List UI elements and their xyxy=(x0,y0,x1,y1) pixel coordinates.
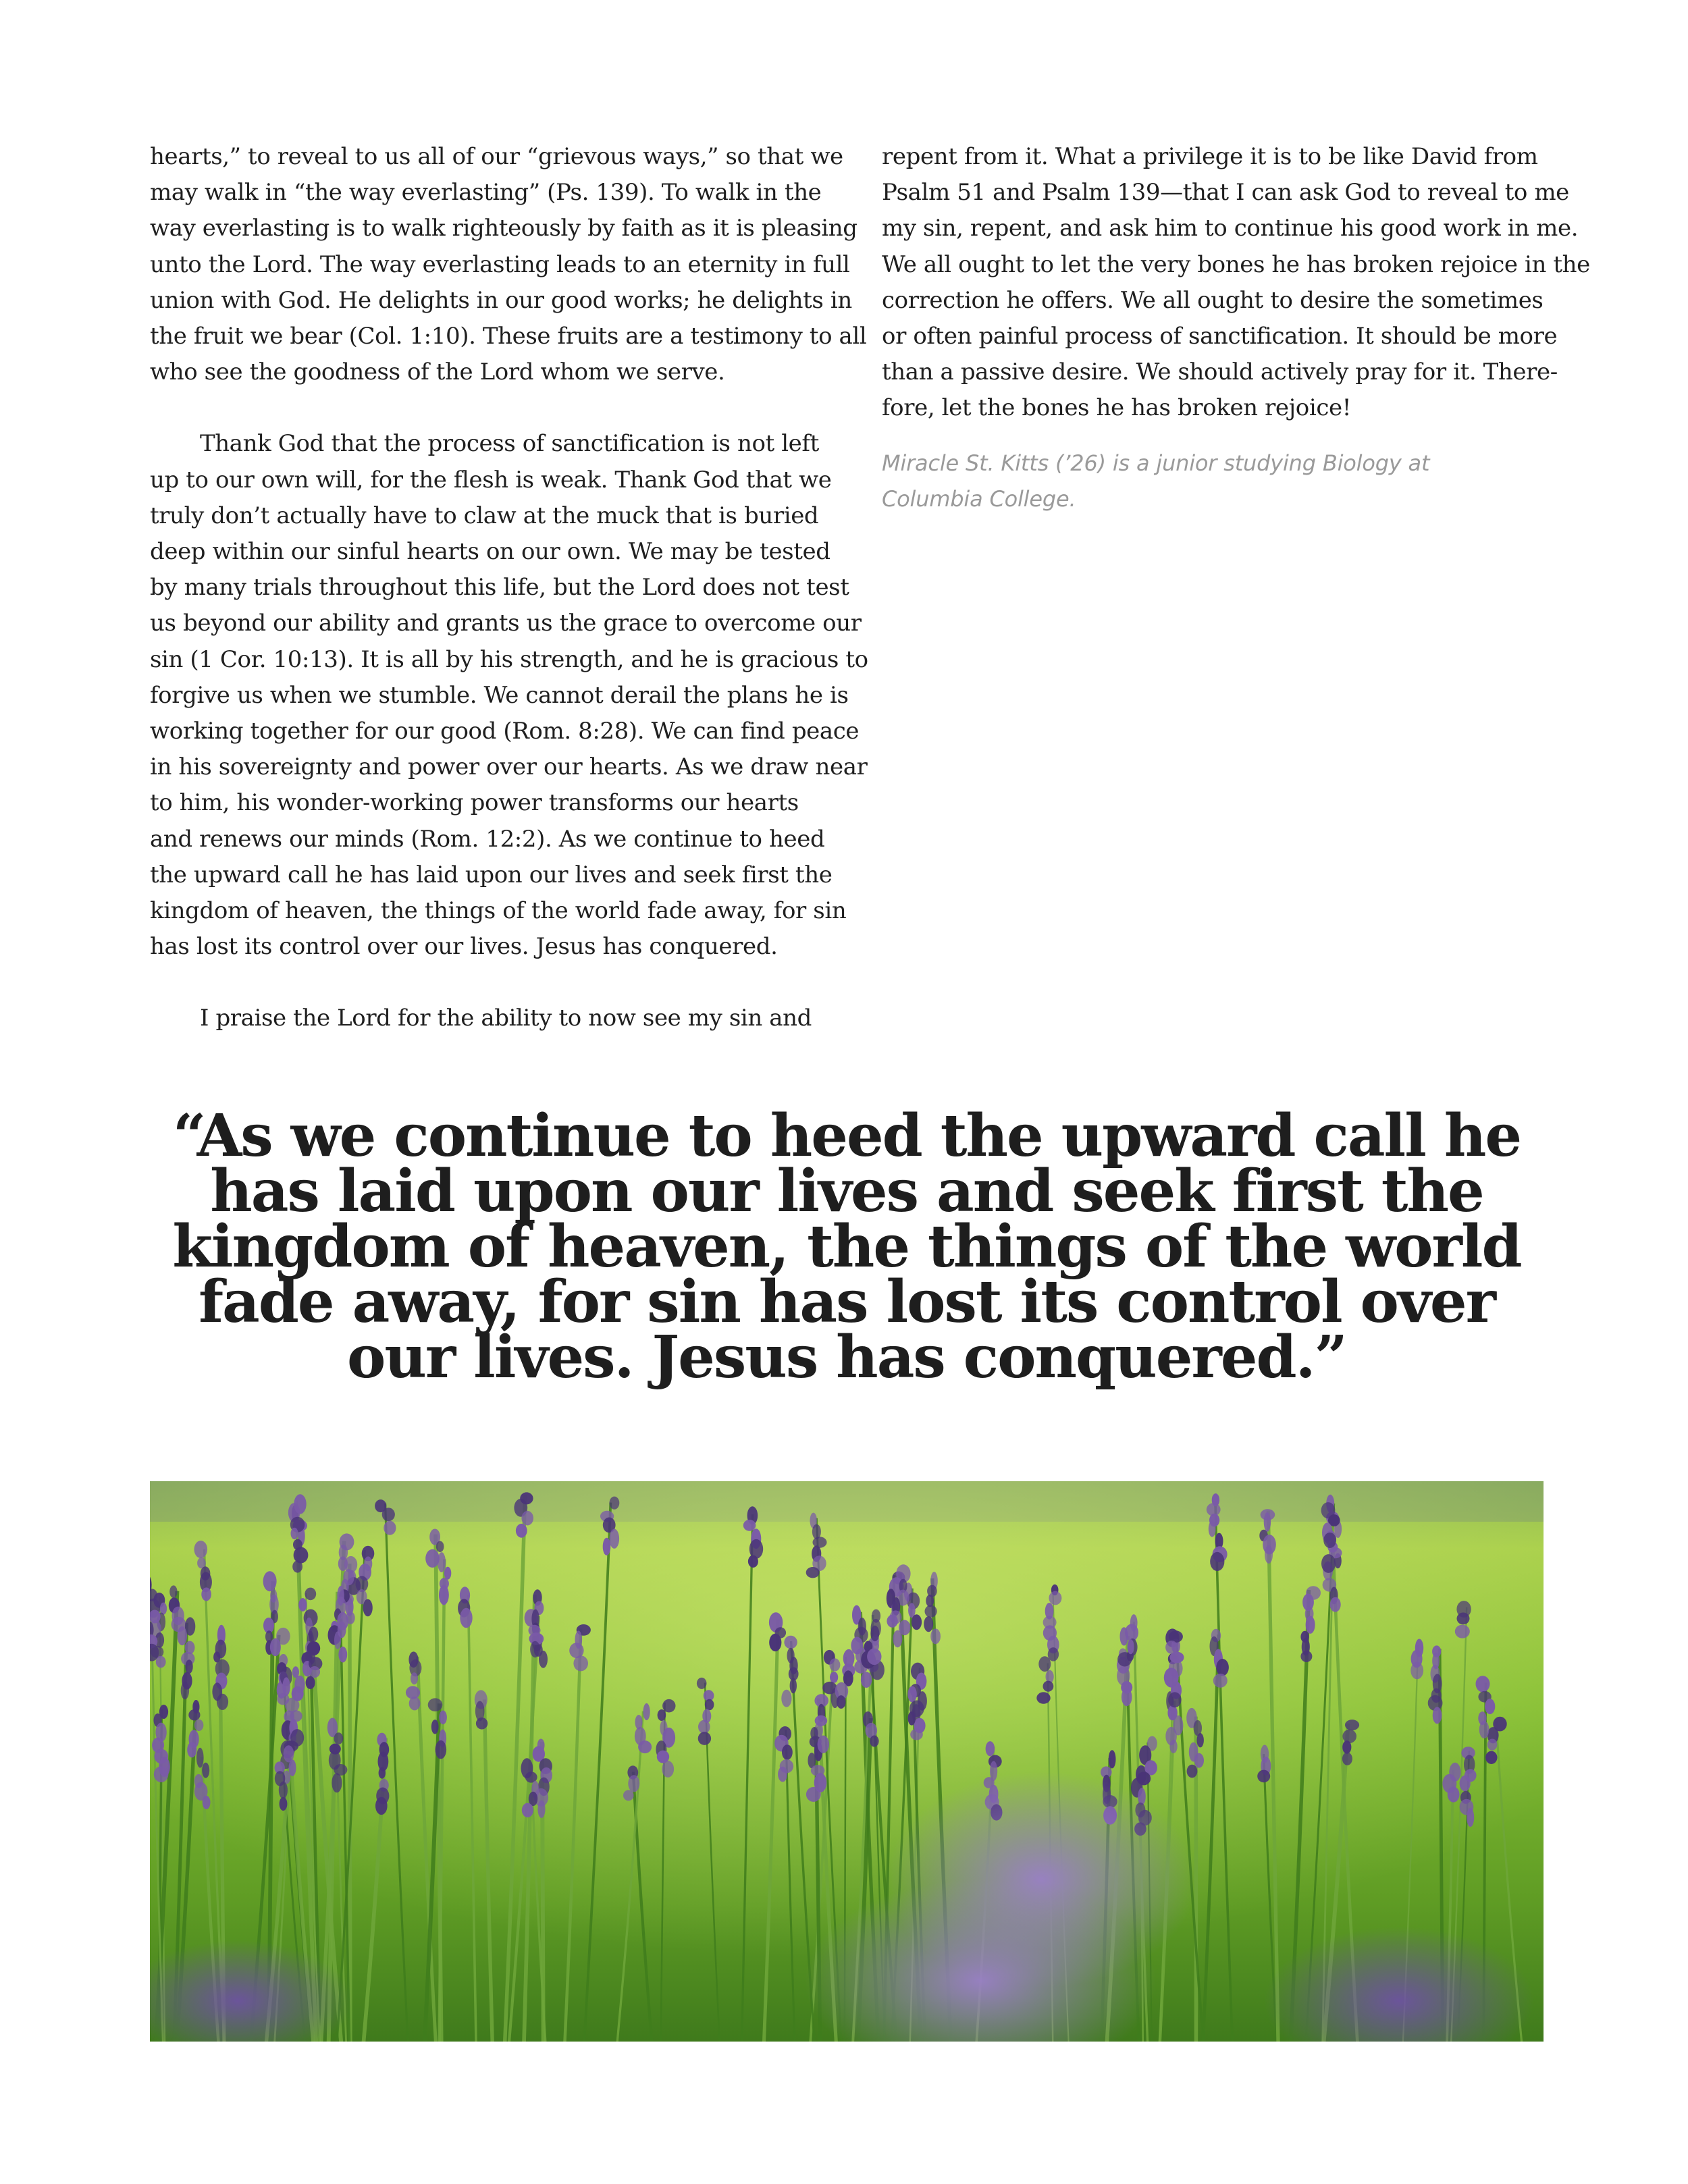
text-line: or often painful process of sanctification. It should be more xyxy=(882,323,1558,350)
lavender-bud xyxy=(638,1740,652,1753)
lavender-bud xyxy=(1448,1786,1460,1802)
lavender-bud xyxy=(861,1672,872,1688)
lavender-bud xyxy=(217,1694,228,1710)
pull-quote-line: our lives. Jesus has conquered.” xyxy=(347,1323,1346,1391)
paragraph-1 xyxy=(150,139,867,390)
lavender-bud xyxy=(516,1524,527,1538)
lavender-bud xyxy=(439,1711,447,1725)
lavender-bud xyxy=(698,1720,710,1734)
text-line: unto the Lord. The way everlasting leads to an eternity in full xyxy=(150,250,850,278)
lavender-bud xyxy=(188,1709,200,1721)
text-line: sin (1 Cor. 10:13). It is all by his strength, and he is gracious to xyxy=(150,645,868,673)
lavender-bud xyxy=(428,1698,443,1711)
lavender-bud xyxy=(1137,1772,1151,1785)
lavender-bud xyxy=(1169,1740,1177,1753)
lavender-bud xyxy=(830,1672,838,1683)
pull-quote-line: fade away, for sin has lost its control over xyxy=(199,1268,1495,1336)
lavender-bud xyxy=(439,1585,449,1605)
lavender-bud xyxy=(662,1699,675,1713)
lavender-bud xyxy=(309,1626,318,1641)
lavender-bud xyxy=(1330,1597,1341,1612)
lavender-bud xyxy=(280,1797,288,1811)
lavender-bud xyxy=(194,1720,204,1731)
right-column xyxy=(882,139,1590,517)
lavender-bud xyxy=(623,1790,634,1801)
lavender-bud xyxy=(1036,1692,1050,1703)
lavender-bud xyxy=(186,1659,193,1674)
lavender-bud xyxy=(292,1560,302,1572)
lavender-bud xyxy=(870,1626,879,1641)
lavender-bud xyxy=(781,1690,791,1707)
lavender-bud xyxy=(662,1761,674,1778)
lavender-bud xyxy=(196,1748,204,1768)
text-line: deep within our sinful hearts on our own. We may be tested xyxy=(150,538,830,566)
lavender-bud xyxy=(769,1634,781,1651)
text-line: in his sovereignty and power over our hearts. As we draw near xyxy=(150,753,868,781)
text-line: union with God. He delights in our good works; he delights in xyxy=(150,286,852,314)
lavender-bud xyxy=(743,1520,756,1531)
lavender-bud xyxy=(476,1717,487,1730)
lavender-bud xyxy=(306,1676,315,1689)
text-line: hearts,” to reveal to us all of our “grievous ways,” so that we xyxy=(150,143,843,170)
lavender-bud xyxy=(539,1651,548,1668)
lavender-bud xyxy=(436,1740,447,1759)
text-line: who see the goodness of the Lord whom we serve. xyxy=(150,358,725,386)
lavender-bud xyxy=(1197,1733,1204,1747)
lavender-bud xyxy=(1038,1656,1051,1672)
lavender-bud xyxy=(382,1508,395,1521)
text-line: We all ought to let the very bones he has broken rejoice in the xyxy=(882,250,1590,278)
lavender-bud xyxy=(1265,1545,1273,1564)
text-line: Psalm 51 and Psalm 139—that I can ask God to reveal to me xyxy=(882,179,1569,207)
lavender-bud xyxy=(1120,1627,1128,1645)
lavender-bud xyxy=(530,1641,540,1657)
lavender-bud xyxy=(460,1608,472,1628)
text-line: fore, let the bones he has broken rejoice! xyxy=(882,394,1351,422)
lavender-bud xyxy=(778,1767,787,1782)
lavender-bud xyxy=(409,1697,421,1710)
lavender-bud xyxy=(1321,1554,1336,1573)
lavender-bud xyxy=(438,1552,446,1572)
lavender-bud xyxy=(815,1715,828,1726)
text-line: working together for our good (Rom. 8:28). We can find peace xyxy=(150,718,860,745)
lavender-bud xyxy=(201,1587,211,1601)
lavender-bud xyxy=(925,1605,937,1618)
lavender-bud xyxy=(926,1595,934,1607)
lavender-bud xyxy=(837,1695,846,1709)
lavender-bud xyxy=(270,1639,281,1657)
lavender-bud xyxy=(1117,1652,1132,1666)
lavender-bud xyxy=(363,1599,373,1617)
left-column xyxy=(150,139,868,1073)
lavender-bud xyxy=(1122,1688,1132,1706)
lavender-bud xyxy=(1209,1521,1216,1537)
lavender-bud xyxy=(784,1636,797,1649)
lavender-bud xyxy=(1485,1751,1497,1764)
text-line: truly don’t actually have to claw at the muck that is buried xyxy=(150,502,819,529)
paragraph-2 xyxy=(150,426,868,965)
text-line: than a passive desire. We should actively pray for it. There- xyxy=(882,358,1558,386)
lavender-bud xyxy=(537,1801,545,1818)
lavender-bud xyxy=(610,1529,620,1549)
lavender-bud xyxy=(1460,1776,1471,1792)
lavender-bud xyxy=(1168,1692,1182,1707)
lavender-bud xyxy=(279,1782,288,1799)
text-line: way everlasting is to walk righteously by faith as it is pleasing xyxy=(150,215,858,242)
lavender-bud xyxy=(305,1588,316,1601)
lavender-bud xyxy=(1257,1770,1270,1783)
lavender-bud xyxy=(425,1549,440,1568)
lavender-bud xyxy=(1300,1651,1312,1662)
lavender-bud xyxy=(154,1766,169,1782)
paragraph-3 xyxy=(150,1001,825,1036)
lavender-bud xyxy=(1455,1625,1470,1639)
lavender-bud xyxy=(203,1796,211,1809)
lavender-bud xyxy=(1410,1662,1423,1680)
lavender-bud xyxy=(1433,1707,1442,1724)
lavender-bud xyxy=(202,1763,209,1778)
lavender-bud xyxy=(697,1678,707,1689)
lavender-bud xyxy=(1479,1721,1489,1738)
lavender-bud xyxy=(309,1666,321,1678)
lavender-bud xyxy=(1213,1674,1228,1688)
text-line: Thank God that the process of sanctification is not left xyxy=(200,430,819,458)
lavender-bud xyxy=(294,1547,309,1563)
lavender-bud xyxy=(444,1567,451,1580)
lavender-bud xyxy=(870,1736,878,1747)
lavender-bud xyxy=(1109,1750,1116,1768)
lavender-bud xyxy=(603,1538,611,1555)
text-line: correction he offers. We all ought to desire the sometimes xyxy=(882,286,1544,314)
text-line: has lost its control over our lives. Jesus has conquered. xyxy=(150,933,778,961)
text-line: I praise the Lord for the ability to now see my sin and xyxy=(200,1005,812,1032)
text-line: forgive us when we stumble. We cannot derail the plans he is xyxy=(150,681,849,709)
text-line: up to our own will, for the flesh is weak. Thank God that we xyxy=(150,466,832,494)
lavender-bud xyxy=(829,1658,840,1671)
lavender-bud xyxy=(1467,1808,1474,1827)
lavender-bud xyxy=(436,1541,444,1552)
lavender-bud xyxy=(334,1732,344,1744)
lavender-bud xyxy=(698,1732,711,1745)
byline-line: Miracle St. Kitts (’26) is a junior studying Biology at xyxy=(882,450,1430,476)
lavender-bud xyxy=(748,1555,758,1568)
lavender-bud xyxy=(705,1699,714,1711)
pull-quote-line: “As we continue to heed the upward call he xyxy=(172,1102,1521,1170)
lavender-bud xyxy=(782,1744,793,1760)
lavender-bud xyxy=(298,1598,307,1612)
lavender-bud xyxy=(610,1497,620,1510)
lavender-bud xyxy=(178,1626,187,1645)
text-line: to him, his wonder-working power transforms our hearts xyxy=(150,789,799,817)
lavender-bud xyxy=(1476,1676,1490,1692)
lavender-bud xyxy=(1306,1616,1315,1634)
text-line: my sin, repent, and ask him to continue his good work in me. xyxy=(882,215,1579,242)
lavender-bud xyxy=(291,1528,298,1539)
text-line: us beyond our ability and grants us the grace to overcome our xyxy=(150,610,862,637)
lavender-bud xyxy=(924,1616,933,1632)
lavender-bud xyxy=(573,1655,588,1671)
lavender-bud xyxy=(338,1556,348,1571)
lavender-bud xyxy=(194,1541,208,1558)
lavender-bud xyxy=(1342,1753,1352,1765)
lavender-bud xyxy=(411,1672,418,1684)
lavender-bud xyxy=(806,1787,821,1802)
lavender-bud xyxy=(806,1567,820,1578)
text-line: the fruit we bear (Col. 1:10). These fruits are a testimony to all xyxy=(150,323,867,350)
lavender-bud xyxy=(910,1729,923,1740)
text-line: the upward call he has laid upon our lives and seek first the xyxy=(150,861,833,888)
lavender-bud xyxy=(1049,1591,1061,1605)
lavender-bud xyxy=(1485,1699,1495,1714)
lavender-bud xyxy=(908,1711,916,1726)
pull-quote-line: has laid upon our lives and seek first the xyxy=(210,1157,1483,1225)
lavender-bud xyxy=(1345,1720,1359,1730)
lavender-bud xyxy=(290,1729,304,1747)
lavender-bud xyxy=(522,1803,533,1817)
author-byline xyxy=(882,446,1544,517)
lavender-bud xyxy=(890,1610,902,1624)
lavender-bud xyxy=(169,1585,177,1598)
byline-line: Columbia College. xyxy=(882,485,1076,512)
lavender-bud xyxy=(1194,1753,1204,1768)
pull-quote xyxy=(150,1102,1544,1391)
text-line: may walk in “the way everlasting” (Ps. 139). To walk in the xyxy=(150,179,822,207)
lavender-bud xyxy=(187,1742,196,1757)
lavender-bud xyxy=(818,1736,829,1753)
lavender-bud xyxy=(790,1678,797,1693)
text-line: kingdom of heaven, the things of the world fade away, for sin xyxy=(150,897,847,925)
lavender-bud xyxy=(893,1630,903,1647)
lavender-bud xyxy=(1457,1613,1470,1625)
lavender-bud xyxy=(431,1720,439,1734)
lavender-bud xyxy=(1323,1533,1336,1548)
lavender-bud xyxy=(867,1649,881,1665)
lavender-bud xyxy=(658,1709,666,1721)
lavender-bud xyxy=(1187,1765,1198,1778)
lavender-bud xyxy=(628,1775,639,1792)
lavender-bud xyxy=(334,1631,341,1649)
lavender-bud xyxy=(521,1511,533,1526)
text-line: and renews our minds (Rom. 12:2). As we continue to heed xyxy=(150,825,825,853)
text-line: by many trials throughout this life, but the Lord does not test xyxy=(150,574,849,602)
lavender-bud xyxy=(912,1614,922,1630)
lavender-bud xyxy=(384,1521,396,1535)
lavender-bud xyxy=(1342,1740,1351,1754)
lavender-bud xyxy=(907,1686,916,1703)
lavender-bud xyxy=(1210,1552,1224,1571)
lavender-bud xyxy=(930,1628,941,1644)
lavender-bud xyxy=(263,1571,277,1591)
lavender-bud xyxy=(375,1797,388,1815)
text-line: repent from it. What a privilege it is to be like David from xyxy=(882,143,1538,170)
lavender-bud xyxy=(1487,1739,1498,1751)
lavender-bud xyxy=(379,1767,386,1779)
lavender-bud xyxy=(181,1682,189,1699)
pull-quote-line: kingdom of heaven, the things of the world xyxy=(172,1213,1521,1281)
lavender-field-image xyxy=(150,1481,1544,2042)
lavender-bud xyxy=(1264,1512,1271,1532)
lavender-bud xyxy=(810,1727,818,1740)
lavender-bud xyxy=(643,1703,650,1720)
paragraph-4 xyxy=(882,139,1590,427)
lavender-bud xyxy=(1128,1639,1134,1654)
lavender-bud xyxy=(986,1741,995,1756)
lavender-bud xyxy=(1342,1730,1356,1743)
lavender-bud xyxy=(332,1773,342,1792)
lavender-bud xyxy=(338,1647,347,1663)
lavender-bud xyxy=(1216,1659,1229,1676)
lavender-bud xyxy=(1043,1681,1054,1692)
